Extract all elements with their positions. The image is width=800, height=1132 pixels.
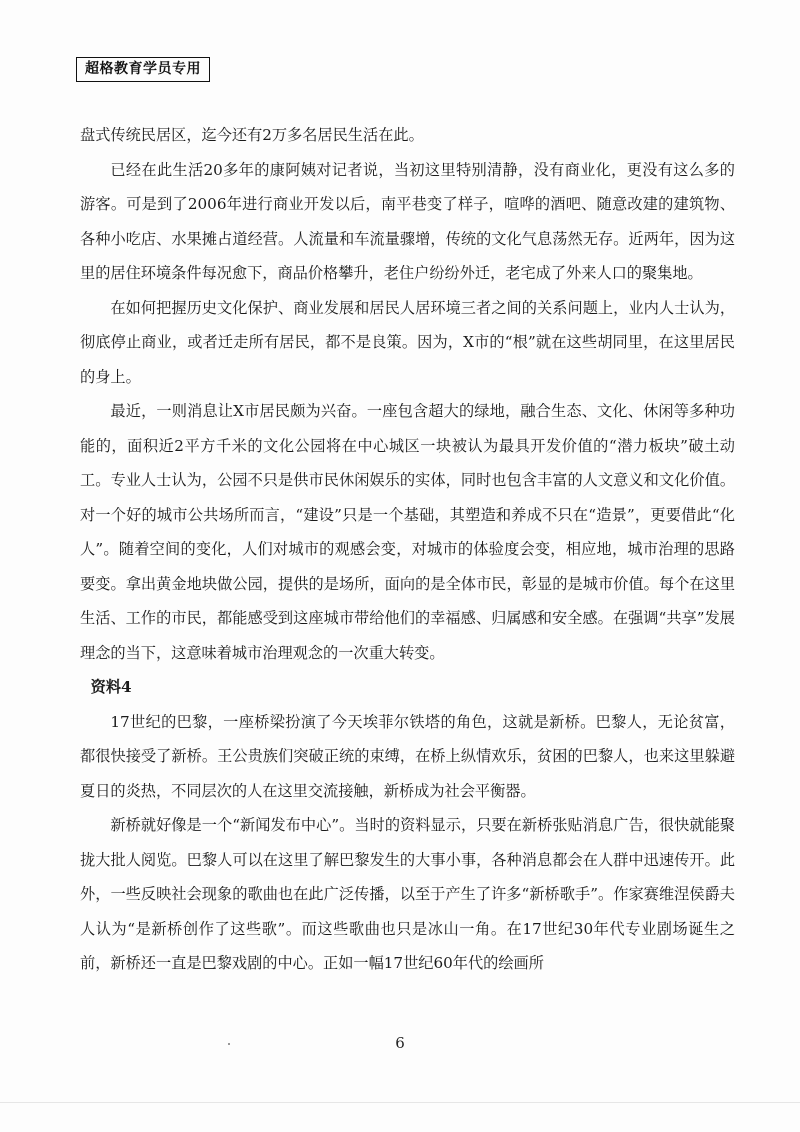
page-number: 6 (395, 1034, 405, 1052)
paragraph: 在如何把握历史文化保护、商业发展和居民人居环境三者之间的关系问题上，业内人士认为，彻底停止商业，或者迁走所有居民，都不是良策。因为，X市的“根”就在这些胡同里，在这里居民的身上。 (80, 298, 735, 386)
paragraph: 已经在此生活20多年的康阿姨对记者说，当初这里特别清静，没有商业化，更没有这么多的游客。可是到了2006年进行商业开发以后，南平巷变了样子，喧哗的酒吧、随意改建的建筑物、各种小吃店、水果摊占道经营。人流量和车流量骤增，传统的文化气息荡然无存。近两年，因为这里的居住环境条件每况愈下，商品价格攀升，老住户纷纷外迁，老宅成了外来人口的聚集地。 (80, 160, 735, 282)
paragraph: 新桥就好像是一个“新闻发布中心”。当时的资料显示，只要在新桥张贴消息广告，很快就能聚拢大批人阅览。巴黎人可以在这里了解巴黎发生的大事小事，各种消息都会在人群中迅速传开。此外，一些反映社会现象的歌曲也在此广泛传播，以至于产生了许多“新桥歌手”。作家赛维涅侯爵夫人认为“是新桥创作了这些歌”。而这些歌曲也只是冰山一角。在17世纪30年代专业剧场诞生之前，新桥还一直是巴黎戏剧的中心。正如一幅17世纪60年代的绘画所 (80, 816, 735, 972)
watermark-stamp: 超格教育学员专用 (76, 57, 210, 82)
paragraph: 最近，一则消息让X市居民颇为兴奋。一座包含超大的绿地，融合生态、文化、休闲等多种功能的，面积近2平方千米的文化公园将在中心城区一块被认为最具开发价值的“潜力板块”破土动工。专业人士认为，公园不只是供市民休闲娱乐的实体，同时也包含丰富的人文意义和文化价值。对一个好的城市公共场所而言，“建设”只是一个基础，其塑造和养成不只在“造景”，更要借此“化人”。随着空间的变化，人们对城市的观感会变，对城市的体验度会变，相应地，城市治理的思路要变。拿出黄金地块做公园，提供的是场所，面向的是全体市民，彰显的是城市价值。每个在这里生活、工作的市民，都能感受到这座城市带给他们的幸福感、归属感和安全感。在强调“共享”发展理念的当下，这意味着城市治理观念的一次重大转变。 (80, 402, 735, 662)
paragraph: 17世纪的巴黎，一座桥梁扮演了今天埃菲尔铁塔的角色，这就是新桥。巴黎人，无论贫富，都很快接受了新桥。王公贵族们突破正统的束缚，在桥上纵情欢乐，贫困的巴黎人，也来这里躲避夏日的炎热，不同层次的人在这里交流接触，新桥成为社会平衡器。 (80, 712, 735, 800)
paragraph: 盘式传统民居区，迄今还有2万多名居民生活在此。 (80, 126, 424, 144)
page-bottom-edge (0, 1102, 800, 1103)
section-heading: 资料4 (90, 678, 132, 696)
body-text (80, 118, 735, 981)
